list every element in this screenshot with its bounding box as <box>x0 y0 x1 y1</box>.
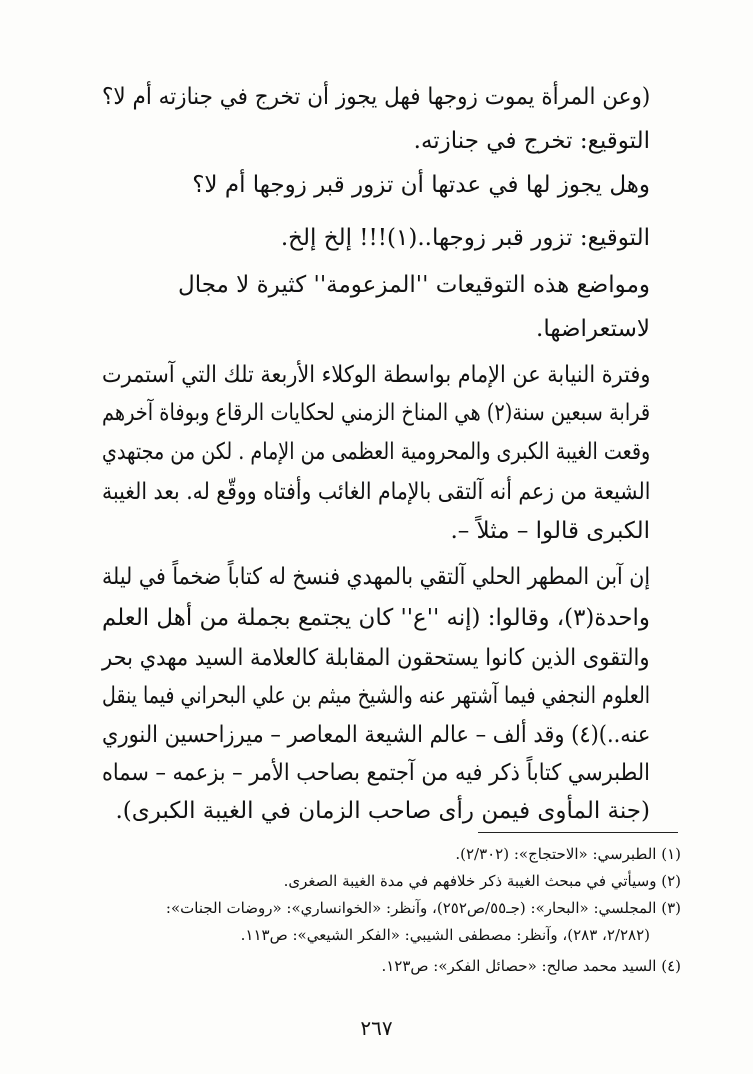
body-line: وهل يجوز لها في عدتها أن تزور قبر زوجها أم لا؟ <box>192 172 650 198</box>
body-line: الطبرسي كتاباً ذكر فيه من آجتمع بصاحب الأمر – بزعمه – سماه <box>102 760 650 786</box>
footnote-separator <box>478 832 678 833</box>
body-line: واحدة(٣)، وقالوا: (إنه ''ع'' كان يجتمع بجملة من أهل العلم <box>102 605 650 631</box>
page-number: ٢٦٧ <box>360 1016 393 1040</box>
body-line: (وعن المرأة يموت زوجها فهل يجوز أن تخرج في جنازته أم لا؟ <box>101 84 650 110</box>
body-line: إن آبن المطهر الحلي آلتقي بالمهدي فنسخ له كتاباً ضخماً في ليلة <box>101 564 650 590</box>
body-line: والتقوى الذين كانوا يستحقون المقابلة كالعلامة السيد مهدي بحر <box>102 645 650 671</box>
body-line: التوقيع: تخرج في جنازته. <box>413 128 650 154</box>
body-line: التوقيع: تزور قبر زوجها..(١)!!! إلخ إلخ. <box>280 225 650 251</box>
footnote: (٤) السيد محمد صالح: «حصائل الفكر»: ص١٢٣. <box>381 957 681 975</box>
body-line: لاستعراضها. <box>536 316 650 342</box>
footnote: (١) الطبرسي: «الاحتجاج»: (٢/٣٠٢). <box>455 845 681 863</box>
body-line: الشيعة من زعم أنه آلتقى بالإمام الغائب وأفتاه ووقّع له. بعد الغيبة <box>101 479 650 505</box>
body-line: ومواضع هذه التوقيعات ''المزعومة'' كثيرة لا مجال <box>177 272 650 298</box>
body-line: قرابة سبعين سنة(٢) هي المناخ الزمني لحكايات الرقاع وبوفاة آخرهم <box>101 400 650 426</box>
body-line: الكبرى قالوا – مثلاً –. <box>450 518 650 544</box>
footnote: (٢/٢٨٢، ٢٨٣)، وآنظر: مصطفى الشيبي: «الفكر الشيعي»: ص١١٣. <box>240 926 650 944</box>
footnote: (٣) المجلسي: «البحار»: (جـ٥٥/ص٢٥٢)، وآنظر: «الخوانساري»: «روضات الجنات»: <box>165 899 681 917</box>
body-line: وفترة النيابة عن الإمام بواسطة الوكلاء الأربعة تلك التي آستمرت <box>101 362 650 388</box>
body-line: وقعت الغيبة الكبرى والمحرومية العظمى من الإمام . لكن من مجتهدي <box>101 439 650 465</box>
body-line: (جنة المأوى فيمن رأى صاحب الزمان في الغيبة الكبرى). <box>115 798 650 824</box>
footnote: (٢) وسيأتي في مبحث الغيبة ذكر خلافهم في مدة الغيبة الصغرى. <box>283 872 681 890</box>
body-line: العلوم النجفي فيما آشتهر عنه والشيخ ميثم بن علي البحراني فيما ينقل <box>102 683 650 709</box>
body-line: عنه..)(٤) وقد ألف – عالم الشيعة المعاصر – ميرزاحسين النوري <box>101 722 650 748</box>
